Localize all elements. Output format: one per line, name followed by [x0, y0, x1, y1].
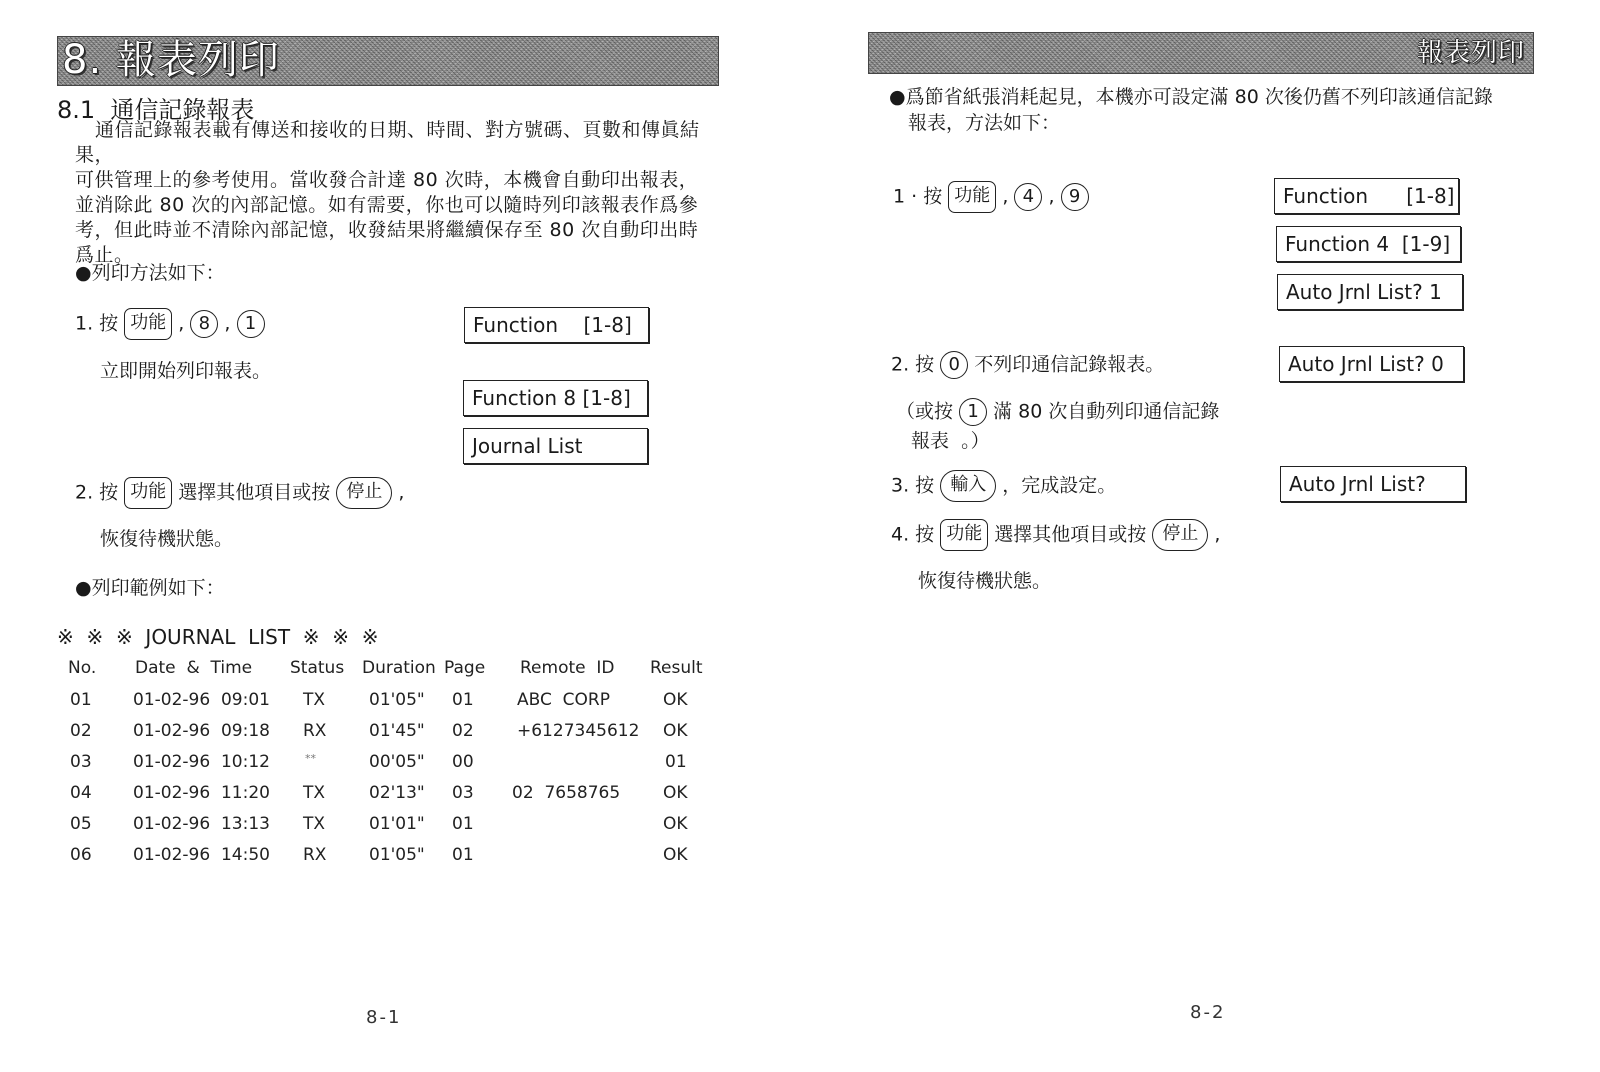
- cell-datetime: 01-02-96 09:01: [133, 690, 270, 710]
- step-2-alternative: [896, 398, 1219, 426]
- function-key[interactable]: 功能: [124, 477, 172, 509]
- chapter-banner-right: [868, 32, 1534, 74]
- cell-status: TX: [303, 783, 326, 803]
- function-key[interactable]: 功能: [124, 308, 172, 340]
- intro-line: 考，但此時並不清除內部記憶，收發結果將繼續保存至 80 次自動印出時: [75, 219, 699, 241]
- lcd-display: Auto Jrnl List?: [1280, 466, 1466, 502]
- function-key[interactable]: 功能: [948, 181, 996, 213]
- step-2-note: 恢復待機狀態。: [100, 528, 234, 550]
- col-header: Date & Time: [135, 658, 253, 678]
- cell-duration: 00'05": [369, 752, 425, 772]
- cell-status: RX: [303, 721, 327, 741]
- cell-result: OK: [663, 845, 688, 865]
- cell-no: 03: [70, 752, 92, 772]
- step-text: ，完成設定。: [1002, 474, 1117, 497]
- cell-result: OK: [663, 814, 688, 834]
- lcd-display: Journal List: [463, 428, 648, 464]
- lcd-display: Function 8 [1-8]: [463, 380, 648, 416]
- cell-no: 06: [70, 845, 92, 865]
- separator: ,: [398, 481, 405, 504]
- step-2: [75, 477, 404, 509]
- right-intro-line: ●爲節省紙張消耗起見，本機亦可設定滿 80 次後仍舊不列印該通信記錄: [889, 86, 1493, 108]
- page-number: 8-1: [366, 1007, 402, 1028]
- separator: ,: [224, 312, 231, 335]
- cell-status: **: [305, 752, 316, 765]
- chapter-banner-left: [57, 36, 719, 86]
- digit-key-9[interactable]: 9: [1061, 183, 1089, 211]
- function-key[interactable]: 功能: [940, 519, 988, 551]
- page-number: 8-2: [1190, 1002, 1226, 1023]
- cell-no: 01: [70, 690, 92, 710]
- separator: ,: [1214, 523, 1221, 546]
- alt-text: 滿 80 次自動列印通信記錄: [993, 400, 1220, 423]
- cell-duration: 01'05": [369, 690, 425, 710]
- stop-key[interactable]: 停止: [1152, 519, 1208, 551]
- col-header: Page: [444, 658, 486, 678]
- cell-result: OK: [663, 783, 688, 803]
- digit-key-1[interactable]: 1: [959, 398, 987, 426]
- intro-line: 通信記錄報表載有傳送和接收的日期、時間、對方號碼、頁數和傳眞結果，: [75, 119, 700, 166]
- step-1-note: 立即開始列印報表。: [100, 360, 272, 382]
- step-text: 選擇其他項目或按: [994, 523, 1147, 546]
- cell-status: TX: [303, 690, 326, 710]
- cell-duration: 01'45": [369, 721, 425, 741]
- lcd-display: Function [1-8]: [1274, 178, 1459, 214]
- alt-open: （或按: [896, 400, 954, 423]
- step-label: 4. 按: [891, 523, 935, 546]
- digit-key-4[interactable]: 4: [1014, 183, 1042, 211]
- chapter-title: 報表列印: [1416, 38, 1525, 68]
- cell-status: RX: [303, 845, 327, 865]
- step-1: [893, 181, 1089, 213]
- cell-page: 01: [452, 845, 474, 865]
- cell-datetime: 01-02-96 11:20: [133, 783, 270, 803]
- cell-remote-id: ABC CORP: [517, 690, 610, 710]
- cell-datetime: 01-02-96 10:12: [133, 752, 270, 772]
- col-header: Remote ID: [520, 658, 615, 678]
- enter-key[interactable]: 輸入: [940, 470, 996, 502]
- step-text: 不列印通信記錄報表。: [974, 353, 1165, 376]
- cell-remote-id: +6127345612: [517, 721, 640, 741]
- cell-page: 01: [452, 814, 474, 834]
- cell-remote-id: 02 7658765: [512, 783, 621, 803]
- digit-key-8[interactable]: 8: [190, 310, 218, 338]
- cell-duration: 01'05": [369, 845, 425, 865]
- col-header: Duration: [362, 658, 436, 678]
- cell-no: 05: [70, 814, 92, 834]
- cell-duration: 02'13": [369, 783, 425, 803]
- journal-title: ※ ※ ※ JOURNAL LIST ※ ※ ※: [57, 625, 379, 649]
- digit-key-0[interactable]: 0: [940, 351, 968, 379]
- step-3: [891, 470, 1116, 502]
- lcd-display: Function [1-8]: [464, 307, 649, 343]
- cell-page: 03: [452, 783, 474, 803]
- cell-datetime: 01-02-96 14:50: [133, 845, 270, 865]
- digit-key-1[interactable]: 1: [237, 310, 265, 338]
- stop-key[interactable]: 停止: [336, 477, 392, 509]
- cell-page: 02: [452, 721, 474, 741]
- cell-datetime: 01-02-96 13:13: [133, 814, 270, 834]
- separator: ,: [1002, 185, 1009, 208]
- method-heading: ●列印方法如下：: [75, 262, 225, 284]
- step-label: 1. 按: [75, 312, 119, 335]
- cell-status: TX: [303, 814, 326, 834]
- cell-page: 01: [452, 690, 474, 710]
- step-1: [75, 308, 265, 340]
- intro-paragraph: [75, 118, 725, 268]
- step-4: [891, 519, 1220, 551]
- step-label: 3. 按: [891, 474, 935, 497]
- col-header: Result: [650, 658, 703, 678]
- cell-datetime: 01-02-96 09:18: [133, 721, 270, 741]
- step-2: [891, 351, 1164, 379]
- separator: ,: [1048, 185, 1055, 208]
- step-label: 1 · 按: [893, 185, 943, 208]
- step-label: 2. 按: [891, 353, 935, 376]
- cell-page: 00: [452, 752, 474, 772]
- cell-no: 02: [70, 721, 92, 741]
- lcd-display: Function 4 [1-9]: [1276, 226, 1461, 262]
- step-4-note: 恢復待機狀態。: [918, 570, 1052, 592]
- step-2-alternative-line2: 報表 。）: [911, 430, 990, 452]
- separator: ,: [178, 312, 185, 335]
- right-intro-line: 報表，方法如下：: [908, 112, 1061, 134]
- chapter-title: 8. 報表列印: [62, 37, 280, 83]
- intro-line: 並消除此 80 次的內部記憶。如有需要，你也可以隨時列印該報表作爲參: [75, 194, 699, 216]
- section-title: 8.1 通信記錄報表: [57, 96, 255, 124]
- intro-line: 爲止。: [75, 244, 134, 266]
- col-header: Status: [290, 658, 345, 678]
- cell-duration: 01'01": [369, 814, 425, 834]
- lcd-display: Auto Jrnl List? 0: [1279, 346, 1464, 382]
- cell-no: 04: [70, 783, 92, 803]
- step-label: 2. 按: [75, 481, 119, 504]
- lcd-display: Auto Jrnl List? 1: [1277, 274, 1463, 310]
- cell-result: 01: [665, 752, 687, 772]
- step-text: 選擇其他項目或按: [178, 481, 331, 504]
- cell-result: OK: [663, 721, 688, 741]
- example-heading: ●列印範例如下：: [75, 577, 225, 599]
- intro-line: 可供管理上的參考使用。當收發合計達 80 次時，本機會自動印出報表，: [75, 169, 699, 191]
- cell-result: OK: [663, 690, 688, 710]
- col-header: No.: [68, 658, 97, 678]
